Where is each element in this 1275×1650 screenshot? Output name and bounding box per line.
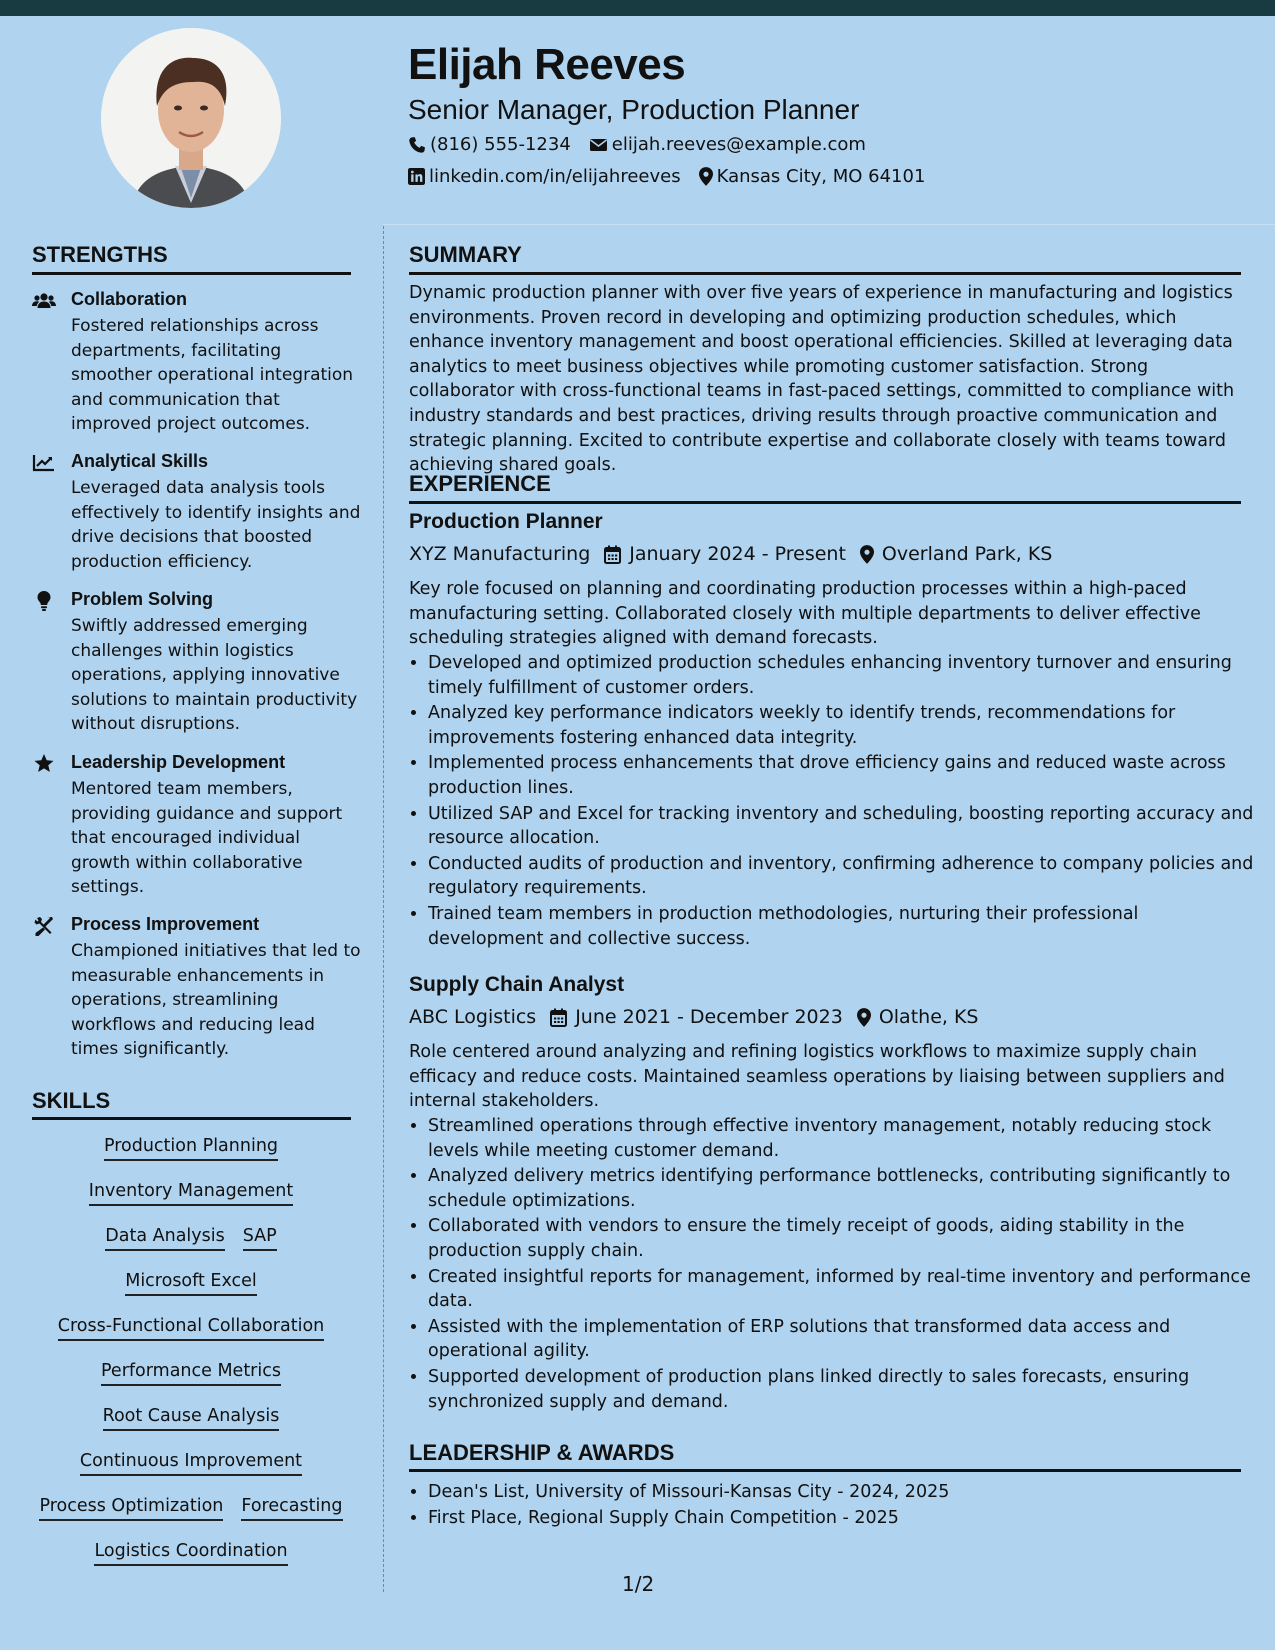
calendar-icon [604,545,621,564]
bullet-item: • Utilized SAP and Excel for tracking inventory and scheduling, boosting reporting accuracy and resource allocation. [428,802,1258,851]
map-pin-icon [857,1008,871,1027]
experience-heading: EXPERIENCE [409,471,551,496]
candidate-name: Elijah Reeves [408,40,686,89]
strength-description: Fostered relationships across departments, facilitating smoother operational integration and communication that improved project outcomes. [71,316,354,434]
skill-row [32,1316,350,1341]
job-title: Production Planner [409,510,603,533]
skill-tag: Cross-Functional Collaboration [58,1316,325,1341]
job-bullets [409,1114,1258,1415]
skill-tag: SAP [243,1226,277,1251]
job-dates [590,543,846,565]
bullet-item: • Implemented process enhancements that drove efficiency gains and reduced waste across production lines. [428,751,1258,800]
skill-row [32,1181,350,1206]
bullet-item: • Supported development of production plans linked directly to sales forecasts, ensuring synchronized supply and demand. [428,1365,1258,1414]
award-item: • Dean's List, University of Missouri-Kansas City - 2024, 2025 [428,1480,1258,1505]
strength-title: Problem Solving [71,589,214,609]
job-location [843,1006,979,1028]
job-dates [536,1006,843,1028]
contact-row-1 [408,134,884,155]
skill-row [32,1136,350,1161]
profile-photo [101,28,281,208]
strength-description: Mentored team members, providing guidance and support that encouraged individual growth within collaborative settings. [71,779,343,897]
skill-row [32,1271,350,1296]
skill-row [32,1496,350,1521]
skill-tag: Inventory Management [89,1181,293,1206]
skill-row [32,1541,350,1566]
candidate-title: Senior Manager, Production Planner [408,94,860,125]
bullet-item: • Streamlined operations through effective inventory management, notably reducing stock levels while meeting customer demand. [428,1114,1258,1163]
bullet-item: • Created insightful reports for management, informed by real-time inventory and performance data. [428,1265,1258,1314]
company-name: ABC Logistics [409,1006,537,1028]
job-meta [409,543,1052,565]
email-address: elijah.reeves@example.com [611,134,866,155]
users-icon [32,291,56,311]
awards-rule [409,1469,1241,1472]
phone-number: (816) 555-1234 [430,134,571,155]
bullet-item: • Trained team members in production methodologies, nurturing their professional development and collective success. [428,902,1258,951]
strength-title: Process Improvement [71,914,260,934]
skill-tag: Continuous Improvement [80,1451,302,1476]
job-location [846,543,1052,565]
skill-tag: Logistics Coordination [94,1541,287,1566]
job-meta [409,1006,979,1028]
bullet-item: • Conducted audits of production and inventory, confirming adherence to company policies and regulatory requirements. [428,852,1258,901]
phone-icon [408,136,426,154]
bullet-item: • Analyzed delivery metrics identifying performance bottlenecks, contributing significantly to schedule optimizations. [428,1164,1258,1213]
skill-row [32,1406,350,1431]
location-contact [699,166,926,187]
skill-tag: Forecasting [241,1496,342,1521]
strengths-rule [32,272,351,275]
skills-heading: SKILLS [32,1088,111,1113]
summary-heading: SUMMARY [409,242,522,267]
strength-description: Swiftly addressed emerging challenges within logistics operations, applying innovative solutions to maintain productivity without disruptions. [71,616,358,734]
skill-row [32,1226,350,1251]
lightbulb-icon [32,591,56,611]
job-description: Key role focused on planning and coordinating production processes within a high-paced manufacturing setting. Collaborated closely with multiple departments to deliver effective scheduling strategies aligned with demand forecasts. [409,579,1201,649]
location-text: Kansas City, MO 64101 [716,166,926,187]
skill-tag: Data Analysis [105,1226,224,1251]
strength-title: Leadership Development [71,752,286,772]
skills-rule [32,1117,351,1120]
awards-heading: LEADERSHIP & AWARDS [409,1440,675,1465]
linkedin-contact[interactable] [408,166,681,187]
summary-text: Dynamic production planner with over five years of experience in manufacturing and logistics environments. Proven record in developing and optimizing production schedules, which enhance inventory management and boost operational efficiencies. Skilled at leveraging data analytics to meet business objectives while promoting customer satisfaction. Strong collaborator with cross-functional teams in fast-paced settings, committed to compliance with industry standards and best practices, driving results through proactive communication and strategic planning. Excited to contribute expertise and collaborate closely with teams toward achieving shared goals. [409,283,1235,476]
skill-row [32,1451,350,1476]
company-name: XYZ Manufacturing [409,543,591,565]
strength-title: Collaboration [71,289,187,309]
strengths-heading: STRENGTHS [32,242,168,267]
bullet-item: • Assisted with the implementation of ERP solutions that transformed data access and operational agility. [428,1315,1258,1364]
job-title: Supply Chain Analyst [409,973,625,996]
bullet-item: • Developed and optimized production schedules enhancing inventory turnover and ensuring timely fulfillment of customer orders. [428,651,1258,700]
top-accent-bar [0,0,1275,16]
chart-line-icon [32,453,56,473]
awards-list [409,1480,1258,1531]
location-text: Olathe, KS [878,1006,979,1028]
column-divider [383,226,384,1592]
skill-row [32,1361,350,1386]
strength-description: Championed initiatives that led to measurable enhancements in operations, streamlining workflows and reducing lead times significantly. [71,941,361,1059]
map-pin-icon [699,167,713,186]
job-bullets [409,651,1258,952]
envelope-icon [589,137,608,153]
job-description: Role centered around analyzing and refining logistics workflows to maximize supply chain efficacy and reduce costs. Maintained seamless operations by liaising between suppliers and internal stakeholders. [409,1042,1225,1112]
bullet-item: • Collaborated with vendors to ensure the timely receipt of goods, aiding stability in the production supply chain. [428,1214,1258,1263]
experience-rule [409,501,1241,504]
header-divider [383,224,1275,225]
email-contact[interactable] [589,134,866,155]
calendar-icon [550,1008,567,1027]
linkedin-url: linkedin.com/in/elijahreeves [429,166,681,187]
skill-tag: Microsoft Excel [125,1271,257,1296]
tools-icon [32,916,56,936]
map-pin-icon [860,545,874,564]
date-range: January 2024 - Present [629,543,846,565]
location-text: Overland Park, KS [881,543,1053,565]
contact-row-2 [408,166,943,187]
bullet-item: • Analyzed key performance indicators weekly to identify trends, recommendations for improvements fostering enhanced data integrity. [428,701,1258,750]
skill-tag: Production Planning [104,1136,278,1161]
strength-title: Analytical Skills [71,451,209,471]
phone-contact[interactable] [408,134,571,155]
skill-tag: Process Optimization [39,1496,223,1521]
skill-tag: Performance Metrics [101,1361,281,1386]
date-range: June 2021 - December 2023 [575,1006,843,1028]
skill-tag: Root Cause Analysis [103,1406,280,1431]
star-icon [32,754,56,774]
summary-rule [409,272,1241,275]
award-item: • First Place, Regional Supply Chain Competition - 2025 [428,1506,1258,1531]
linkedin-icon [408,168,425,185]
page-number: 1/2 [622,1572,655,1596]
strength-description: Leveraged data analysis tools effectively to identify insights and drive decisions that boosted production efficiency. [71,478,361,572]
